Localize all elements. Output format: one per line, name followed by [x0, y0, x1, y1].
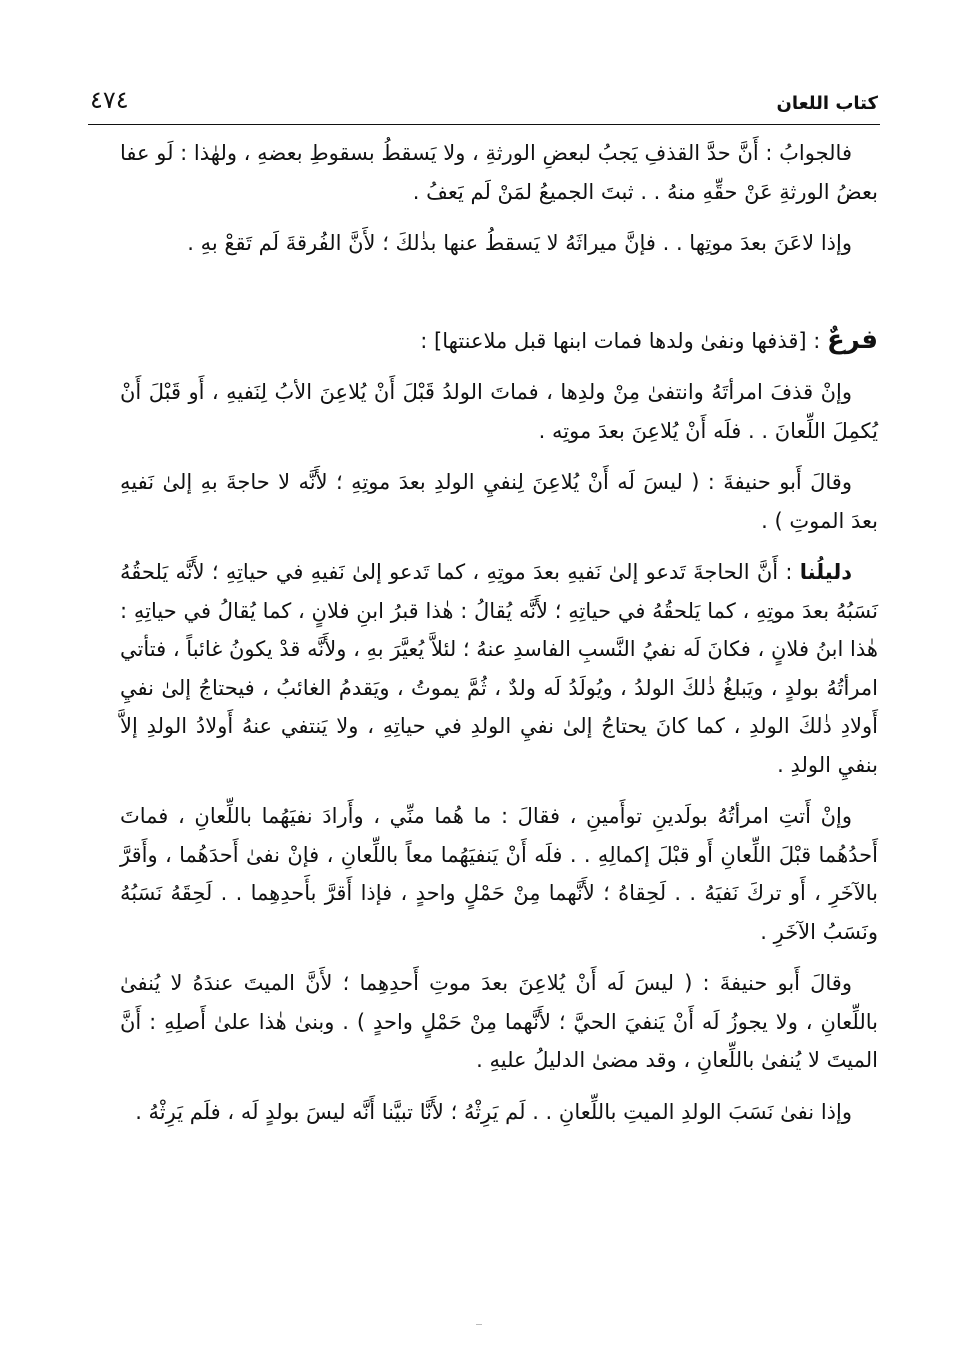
paragraph-abu-hanifa-2: وقالَ أَبو حنيفةَ : ( ليسَ لَه أَنْ يُلاعِنَ بعدَ موتِ أَحدِهِما ؛ لأَنَّ الميتَ عندَهُ لا يُنفىٰ باللِّعانِ ، ولا يجوزُ لَه أَنْ يَنفيَ الحيَّ ؛ لأَنَّهما مِنْ حَمْلٍ واحدٍ ) . وبنىٰ هٰذا علىٰ أَصلِهِ : أَنَّ الميتَ لا يُنفىٰ باللِّعانِ ، وقد مضىٰ الدليلُ عليهِ .: [120, 971, 878, 1072]
paragraph-abu-hanifa-1: وقالَ أَبو حنيفةَ : ( ليسَ لَه أَنْ يُلاعِنَ لِنفيِ الولدِ بعدَ موتِهِ ؛ لأَنَّه لا حاجةَ بهِ إلىٰ نَفيهِ بعدَ الموتِ ) .: [120, 470, 878, 533]
paragraph-case: وإنْ قذفَ امرأتَهُ وانتفىٰ مِنْ ولدِها ، فماتَ الولدُ قَبْلَ أَنْ يُلاعِنَ الأبُ لِنَفيهِ ، أَو قَبْلَ أَنْ يُكمِلَ اللِّعانَ . . فلَه أَنْ يُلاعِنَ بعدَ موتِه .: [120, 380, 878, 443]
evidence-label: دليلُنا: [799, 560, 852, 584]
paragraph-dead-child: وإذا نفىٰ نَسَبَ الولدِ الميتِ باللِّعانِ . . لَم يَرِثْهُ ؛ لأَنَّا تبيَّنا أَنَّه ليسَ بولدٍ لَه ، فلَم يَرِثْهُ .: [135, 1099, 852, 1124]
running-title: كتاب اللعان: [776, 93, 878, 114]
bottom-mark: [476, 1324, 482, 1325]
page-header: [90, 86, 878, 114]
header-rule: [88, 124, 880, 125]
paragraph-answer: فالجوابُ : أَنَّ حدَّ القذفِ يَجبُ لبعضِ الورثةِ ، ولا يَسقطُ بسقوطِ بعضهِ ، ولهٰذا : لَو عفا بعضُ الورثةِ عَنْ حقِّهِ منهُ . . ثبتَ الجميعُ لمَنْ لَم يَعفُ .: [120, 141, 878, 204]
branch-title: : [قذفها ونفىٰ ولدها فمات ابنها قبل ملاعنتها] :: [420, 328, 821, 353]
paragraph-twins: وإنْ أَتتِ امرأتُهُ بولَدينِ توأَمينِ ، فقالَ : ما هُما منِّي ، وأَرادَ نفيَهُما باللِّعانِ ، فماتَ أَحدُهُما قبْلَ اللِّعانِ أَو قبْلَ إكمالِهِ . . فلَه أَنْ يَنفيَهُما معاً باللِّعانِ ، فإنْ نفىٰ أَحدَهُما ، وأَقرَّ بالآخَرِ ، أَو تركَ نَفيَهُ . . لَحِقاهُ ؛ لأَنَّهما مِنْ حَمْلٍ واحدٍ ، فإذا أَقرَّ بأَحدِهِما . . لَحِقَهُ نَسَبُهُ ونَسَبُ الآخَرِ .: [120, 804, 878, 944]
page-number: ٤٧٤: [90, 86, 129, 114]
paragraph-evidence: دليلُنا : أَنَّ الحاجةَ تَدعو إلىٰ نَفيهِ بعدَ موتِهِ ، كما تَدعو إلىٰ نَفيهِ في حياتِهِ ؛ لأَنَّه يَلحقُهُ نَسَبُهُ بعدَ موتِهِ ، كما يَلحقُهُ في حياتِهِ ؛ لأَنَّه يُقالُ : هٰذا قبرُ ابنِ فلانٍ ، كما يُقالُ في حياتِهِ : هٰذا ابنُ فلانٍ ، فكانَ لَه نفيُ النَّسبِ الفاسدِ عنهُ ؛ لئلاَّ يُعيَّرَ بهِ ، ولأَنَّه قدْ يكونُ غائباً ، فتأتي امرأتُهُ بولدٍ ، ويَبلغُ ذٰلكَ الولدُ ، ويُولَدُ لَه ولدٌ ، ثُمَّ يموتُ ، ويَقدمُ الغائبُ ، فيحتاجُ إلىٰ نفيِ أَولادِ ذٰلكَ الولدِ ، كما كانَ يحتاجُ إلىٰ نفيِ الولدِ في حياتِهِ ، ولا يَنتفي عنهُ أَولادُ الولدِ إلاَّ بنفيِ الولدِ .: [120, 560, 878, 777]
paragraph-inheritance: وإذا لاعَنَ بعدَ موتِها . . فإنَّ ميراثَهُ لا يَسقطُ عنها بذٰلكَ ؛ لأَنَّ الفُرقةَ لَم تَقعْ بهِ .: [187, 231, 852, 255]
evidence-text: أَنَّ الحاجةَ تَدعو إلىٰ نَفيهِ بعدَ موتِهِ ، كما تَدعو إلىٰ نَفيهِ في حياتِهِ ؛ لأَنَّه يَلحقُهُ نَسَبُهُ بعدَ موتِهِ ، كما يَلحقُهُ في حياتِهِ ؛ لأَنَّه يُقالُ : هٰذا قبرُ ابنِ فلانٍ ، كما يُقالُ في حياتِهِ : هٰذا ابنُ فلانٍ ، فكانَ لَه نفيُ النَّسبِ الفاسدِ عنهُ ؛ لئلاَّ يُعيَّرَ بهِ ، ولأَنَّه قدْ يكونُ غائباً ، فتأتي امرأتُهُ بولدٍ ، ويَبلغُ ذٰلكَ الولدُ ، ويُولَدُ لَه ولدٌ ، ثُمَّ يموتُ ، ويَقدمُ الغائبُ ، فيحتاجُ إلىٰ نفيِ أَولادِ ذٰلكَ الولدِ ، كما كانَ يحتاجُ إلىٰ نفيِ الولدِ في حياتِهِ ، ولا يَنتفي عنهُ أَولادُ الولدِ إلاَّ بنفيِ الولدِ .: [120, 560, 878, 777]
page-body: [120, 134, 878, 1144]
branch-heading: [120, 321, 878, 361]
branch-label: فرعٌ: [827, 324, 878, 355]
